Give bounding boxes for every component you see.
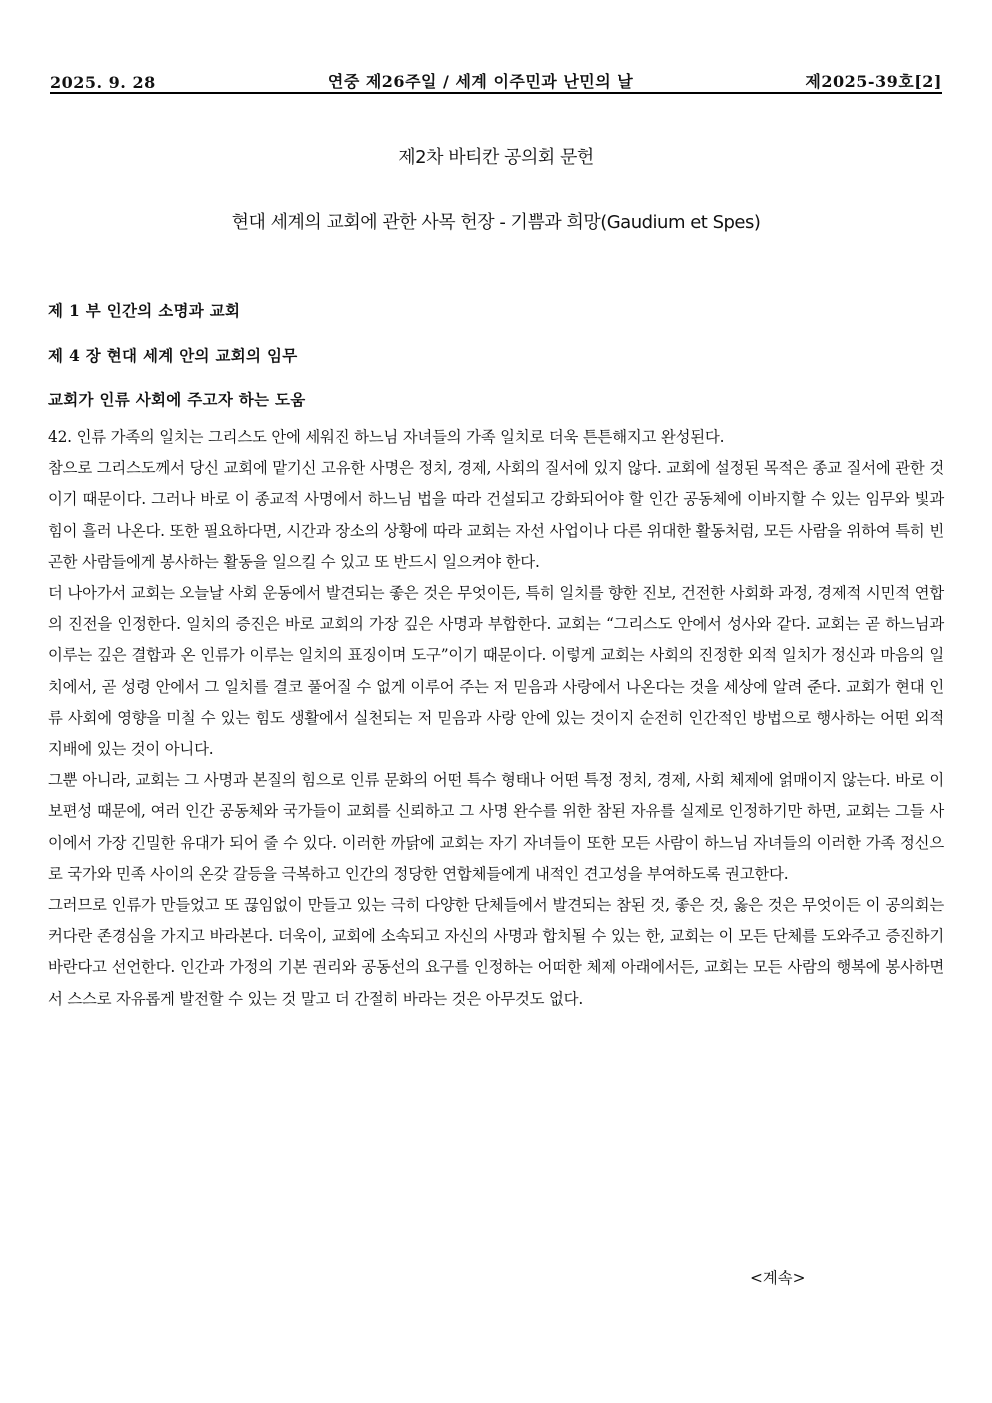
paragraph: 42. 인류 가족의 일치는 그리스도 안에 세워진 하느님 자녀들의 가족 일치로 더욱 튼튼해지고 완성된다. — [48, 428, 725, 446]
article-body — [48, 422, 944, 1015]
paragraph: 참으로 그리스도께서 당신 교회에 맡기신 고유한 사명은 정치, 경제, 사회의 질서에 있지 않다. 교회에 설정된 목적은 종교 질서에 관한 것이기 때문이다. 그러나 바로 이 종교적 사명에서 하느님 법을 따라 건설되고 강화되어야 할 인간 공동체에 이바지할 수 있는 임무와 빛과 힘이 흘러 나온다. 또한 필요하다면, 시간과 장소의 상황에 따라 교회는 자선 사업이나 다른 위대한 활동처럼, 모든 사람을 위하여 특히 빈곤한 사람들에게 봉사하는 활동을 일으킬 수 있고 또 반드시 일으켜야 한다. — [48, 459, 944, 571]
continued-marker: <계속> — [750, 1269, 806, 1287]
header-occasion: 연중 제26주일 / 세계 이주민과 난민의 날 — [327, 72, 634, 91]
paragraph: 더 나아가서 교회는 오늘날 사회 운동에서 발견되는 좋은 것은 무엇이든, 특히 일치를 향한 진보, 건전한 사회화 과정, 경제적 시민적 연합의 진전을 인정한다. 일치의 증진은 바로 교회의 가장 깊은 사명과 부합한다. 교회는 “그리스도 안에서 성사와 같다. 교회는 곧 하느님과 이루는 깊은 결합과 온 인류가 이루는 일치의 표징이며 도구”이기 때문이다. 이렇게 교회는 사회의 진정한 외적 일치가 정신과 마음의 일치에서, 곧 성령 안에서 그 일치를 결코 풀어질 수 없게 이루어 주는 저 믿음과 사랑에서 나온다는 것을 세상에 알려 준다. 교회가 현대 인류 사회에 영향을 미칠 수 있는 힘도 생활에서 실천되는 저 믿음과 사랑 안에 있는 것이지 순전히 인간적인 방법으로 행사하는 어떤 외적 지배에 있는 것이 아니다. — [48, 584, 944, 759]
header-issue-number: 제2025-39호[2] — [805, 72, 942, 91]
header-date: 2025. 9. 28 — [50, 73, 156, 92]
paragraph: 그뿐 아니라, 교회는 그 사명과 본질의 힘으로 인류 문화의 어떤 특수 형태나 어떤 특정 정치, 경제, 사회 체제에 얽매이지 않는다. 바로 이 보편성 때문에, 여러 인간 공동체와 국가들이 교회를 신뢰하고 그 사명 완수를 위한 참된 자유를 실제로 인정하기만 하면, 교회는 그들 사이에서 가장 긴밀한 유대가 되어 줄 수 있다. 이러한 까닭에 교회는 자기 자녀들이 또한 모든 사람이 하느님 자녀들의 이러한 가족 정신으로 국가와 민족 사이의 온갖 갈등을 극복하고 인간의 정당한 연합체들에게 내적인 견고성을 부여하도록 권고한다. — [48, 771, 944, 883]
header-divider — [50, 92, 942, 94]
part-heading: 제 1 부 인간의 소명과 교회 — [48, 301, 241, 320]
section-heading: 교회가 인류 사회에 주고자 하는 도움 — [48, 390, 306, 409]
chapter-heading: 제 4 장 현대 세계 안의 교회의 임무 — [48, 346, 298, 365]
paragraph: 그러므로 인류가 만들었고 또 끊임없이 만들고 있는 극히 다양한 단체들에서 발견되는 참된 것, 좋은 것, 옳은 것은 무엇이든 이 공의회는 커다란 존경심을 가지고 바라본다. 더욱이, 교회에 소속되고 자신의 사명과 합치될 수 있는 한, 교회는 이 모든 단체를 도와주고 증진하기 바란다고 선언한다. 인간과 가정의 기본 권리와 공동선의 요구를 인정하는 어떠한 체제 아래에서든, 교회는 모든 사람의 행복에 봉사하면서 스스로 자유롭게 발전할 수 있는 것 말고 더 간절히 바라는 것은 아무것도 없다. — [48, 896, 944, 1008]
document-title: 제2차 바티칸 공의회 문헌 — [398, 147, 594, 168]
page-header — [50, 68, 942, 92]
document-subtitle: 현대 세계의 교회에 관한 사목 헌장 - 기쁨과 희망(Gaudium et Spes) — [231, 212, 761, 233]
